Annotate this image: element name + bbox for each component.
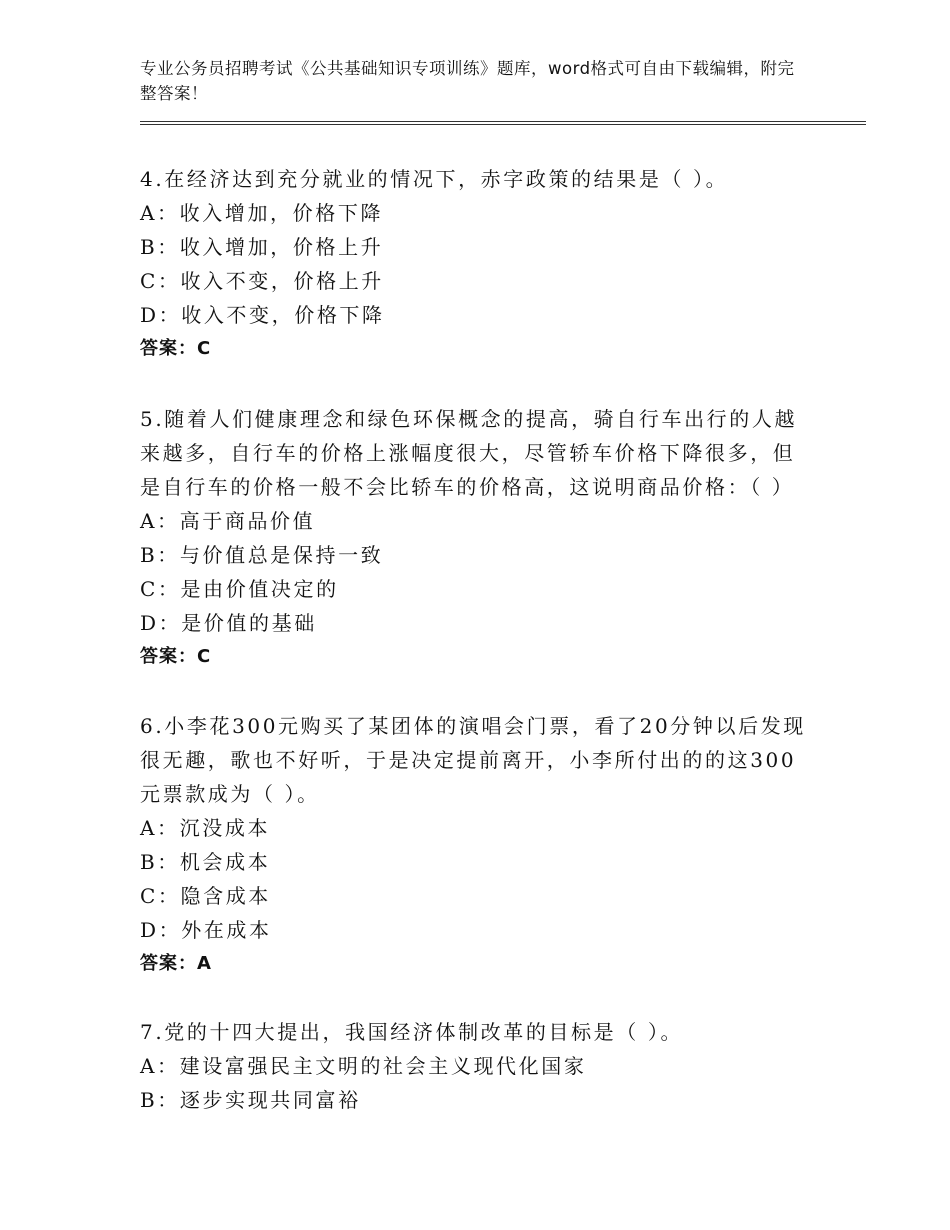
question-stem: 5.随着人们健康理念和绿色环保概念的提高，骑自行车出行的人越来越多，自行车的价格上涨幅度很大，尽管轿车价格下降很多，但是自行车的价格一般不会比轿车的价格高，这说明商品价格：（ ） <box>140 407 798 499</box>
option-d: D：是价值的基础 <box>140 611 317 635</box>
answer-label: 答案：C <box>140 338 212 359</box>
answer-label: 答案：C <box>140 646 212 667</box>
question-7 <box>140 1015 810 1117</box>
answer-label: 答案：A <box>140 953 212 974</box>
question-stem: 6.小李花300元购买了某团体的演唱会门票，看了20分钟以后发现很无趣，歌也不好听，于是决定提前离开，小李所付出的的这300元票款成为（ ）。 <box>140 714 806 806</box>
option-a: A：建设富强民主文明的社会主义现代化国家 <box>140 1054 587 1078</box>
question-4 <box>140 162 810 366</box>
option-b: B：逐步实现共同富裕 <box>140 1088 361 1112</box>
question-6 <box>140 709 810 981</box>
option-a: A：高于商品价值 <box>140 509 316 533</box>
question-stem: 4.在经济达到充分就业的情况下，赤字政策的结果是（ ）。 <box>140 167 729 191</box>
option-b: B：与价值总是保持一致 <box>140 543 384 567</box>
document-header: 专业公务员招聘考试《公共基础知识专项训练》题库，word格式可自由下载编辑，附完整答案！ <box>140 59 795 103</box>
option-b: B：收入增加，价格上升 <box>140 235 384 259</box>
option-c: C：收入不变，价格上升 <box>140 269 384 293</box>
option-a: A：收入增加，价格下降 <box>140 201 384 225</box>
header-divider-top <box>140 121 866 122</box>
question-stem: 7.党的十四大提出，我国经济体制改革的目标是（ ）。 <box>140 1020 684 1044</box>
option-a: A：沉没成本 <box>140 816 271 840</box>
header-divider-bottom <box>140 124 866 125</box>
question-5 <box>140 402 810 674</box>
option-d: D：收入不变，价格下降 <box>140 303 385 327</box>
option-d: D：外在成本 <box>140 918 272 942</box>
option-b: B：机会成本 <box>140 850 271 874</box>
option-c: C：是由价值决定的 <box>140 577 339 601</box>
option-c: C：隐含成本 <box>140 884 271 908</box>
